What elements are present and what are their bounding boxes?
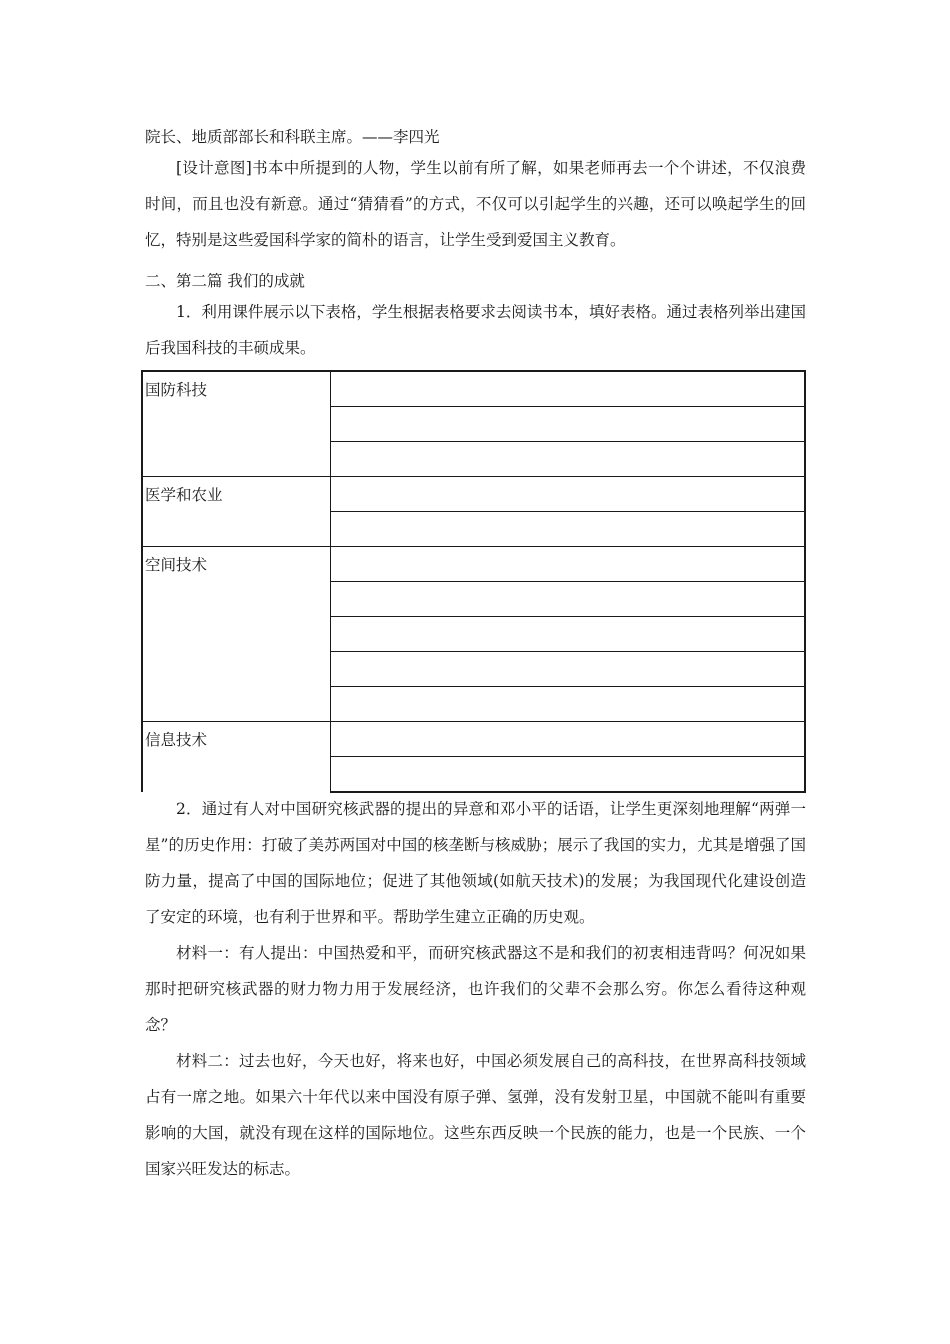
answer-blank-cell[interactable] — [331, 617, 806, 652]
item1-paragraph: 1．利用课件展示以下表格，学生根据表格要求去阅读书本，填好表格。通过表格列举出建国后我国科技的丰硕成果。 — [145, 303, 806, 357]
answer-blank-cell[interactable] — [331, 547, 806, 582]
material2-paragraph: 材料二：过去也好，今天也好，将来也好，中国必须发展自己的高科技，在世界高科技领域占有一席之地。如果六十年代以来中国没有原子弹、氢弹，没有发射卫星，中国就不能叫有重要影响的大国，就没有现在这样的国际地位。这些东西反映一个民族的能力，也是一个民族、一个国家兴旺发达的标志。 — [145, 1052, 806, 1178]
answer-blank-cell[interactable] — [331, 477, 806, 512]
category-cell: 信息技术 — [142, 722, 331, 793]
design-intent-paragraph: [设计意图]书本中所提到的人物，学生以前有所了解，如果老师再去一个个讲述，不仅浪费时间，而且也没有新意。通过“猜猜看”的方式，不仅可以引起学生的兴趣，还可以唤起学生的回忆，特别是这些爱国科学家的简朴的语言，让学生受到爱国主义教育。 — [145, 159, 806, 249]
answer-blank-cell[interactable] — [331, 652, 806, 687]
achievement-table — [141, 370, 806, 793]
table-row — [142, 547, 805, 582]
category-cell: 空间技术 — [142, 547, 331, 722]
table-row — [142, 722, 805, 757]
answer-blank-cell[interactable] — [331, 722, 806, 757]
intro-line: 院长、地质部部长和科联主席。——李四光 — [145, 128, 440, 146]
table-row — [142, 371, 805, 407]
section-heading: 二、第二篇 我们的成就 — [145, 272, 305, 290]
category-cell: 国防科技 — [142, 371, 331, 477]
answer-blank-cell[interactable] — [331, 582, 806, 617]
design-intent-block — [145, 150, 806, 258]
material1-paragraph: 材料一：有人提出：中国热爱和平，而研究核武器这不是和我们的初衷相违背吗？何况如果那时把研究核武器的财力物力用于发展经济，也许我们的父辈不会那么穷。你怎么看待这种观念？ — [145, 944, 806, 1034]
answer-blank-cell[interactable] — [331, 512, 806, 547]
category-cell: 医学和农业 — [142, 477, 331, 547]
answer-blank-cell[interactable] — [331, 442, 806, 477]
after-table-block — [145, 791, 806, 1187]
item1-block — [145, 294, 806, 366]
item2-paragraph: 2．通过有人对中国研究核武器的提出的异意和邓小平的话语，让学生更深刻地理解“两弹一星”的历史作用：打破了美苏两国对中国的核垄断与核威胁；展示了我国的实力，尤其是增强了国防力量，提高了中国的国际地位；促进了其他领域(如航天技术)的发展；为我国现代化建设创造了安定的环境，也有利于世界和平。帮助学生建立正确的历史观。 — [145, 800, 806, 926]
answer-blank-cell[interactable] — [331, 687, 806, 722]
table-row — [142, 477, 805, 512]
answer-blank-cell[interactable] — [331, 407, 806, 442]
answer-blank-cell[interactable] — [331, 757, 806, 793]
answer-blank-cell[interactable] — [331, 371, 806, 407]
